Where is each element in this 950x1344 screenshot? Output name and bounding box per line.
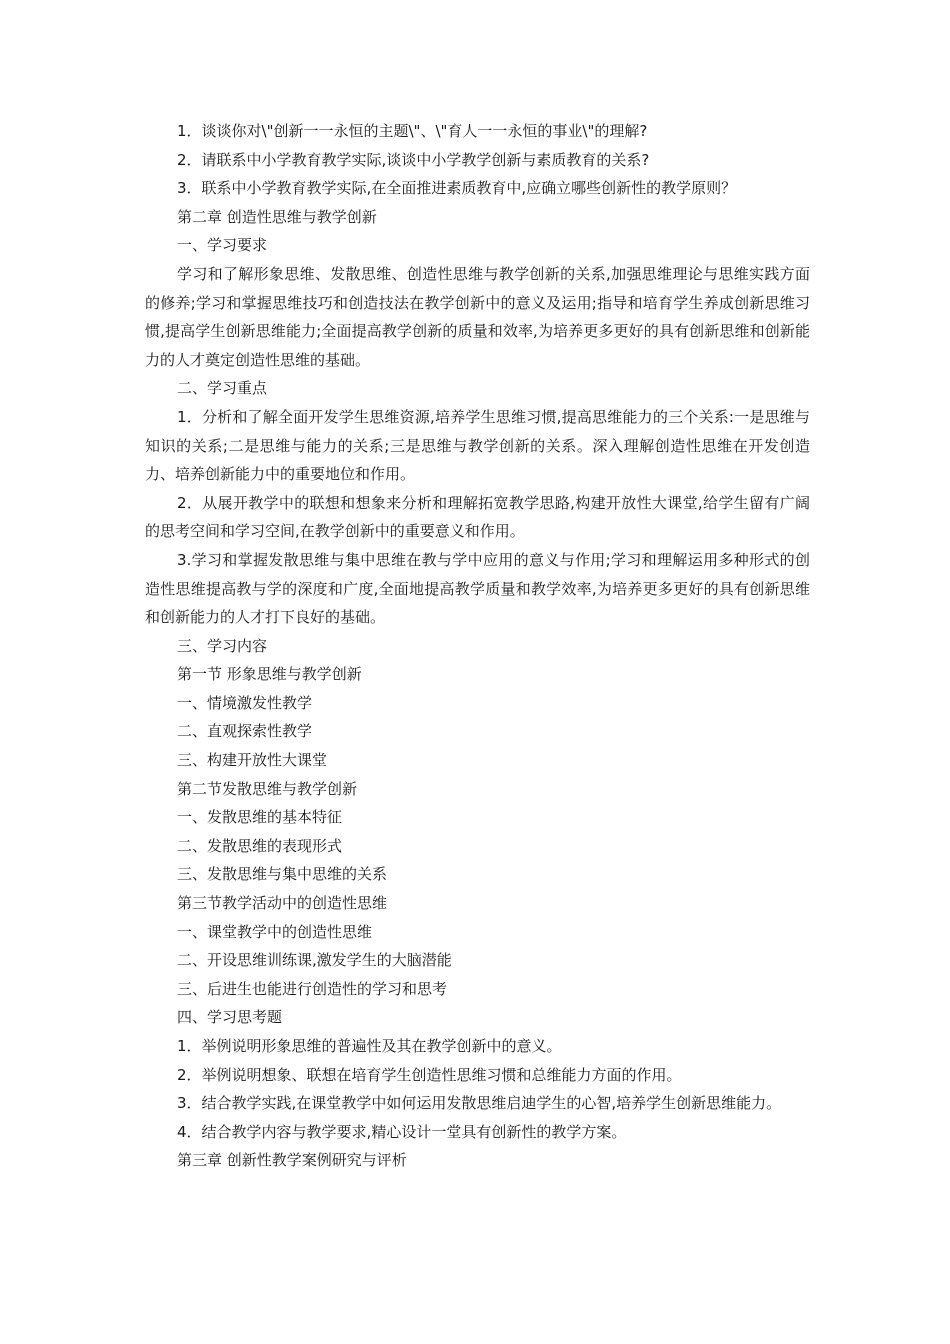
subsection-2-item-1: 一、发散思维的基本特征 bbox=[177, 808, 343, 827]
section-learning-requirements: 一、学习要求 bbox=[177, 236, 268, 255]
subsection-3-item-2: 二、开设思维训练课,激发学生的大脑潜能 bbox=[177, 951, 452, 970]
subsection-1-item-3: 三、构建开放性大课堂 bbox=[177, 751, 328, 770]
subsection-1-item-2: 二、直观探索性教学 bbox=[177, 722, 313, 741]
study-question-2: 2．举例说明想象、联想在培育学生创造性思维习惯和总维能力方面的作用。 bbox=[177, 1065, 682, 1084]
subsection-2-heading: 第二节发散思维与教学创新 bbox=[177, 779, 358, 798]
subsection-2-item-3: 三、发散思维与集中思维的关系 bbox=[177, 865, 388, 884]
section-learning-focus: 二、学习重点 bbox=[177, 379, 268, 398]
subsection-2-item-2: 二、发散思维的表现形式 bbox=[177, 836, 343, 855]
learning-requirements-paragraph: 学习和了解形象思维、发散思维、创造性思维与教学创新的关系,加强思维理论与思维实践方面的修养;学习和掌握思维技巧和创造技法在教学创新中的意义及运用;指导和培育学生养成创新思维习惯,提高学生创新思维能力;全面提高教学创新的质量和效率,为培养更多更好的具有创新思维和创新能力的人才奠定创造性思维的基础。 bbox=[145, 264, 810, 369]
subsection-1-item-1: 一、情境激发性教学 bbox=[177, 693, 313, 712]
question-1: 1．谈谈你对\"创新一一永恒的主题\"、\"育人一一永恒的事业\"的理解? bbox=[177, 122, 648, 140]
question-2: 2．请联系中小学教育教学实际,谈谈中小学教学创新与素质教育的关系? bbox=[177, 150, 650, 169]
subsection-3-item-3: 三、后进生也能进行创造性的学习和思考 bbox=[177, 979, 448, 998]
section-study-questions: 四、学习思考题 bbox=[177, 1008, 283, 1027]
subsection-3-item-1: 一、课堂教学中的创造性思维 bbox=[177, 922, 373, 941]
focus-item-2: 2．从展开教学中的联想和想象来分析和理解拓宽教学思路,构建开放性大课堂,给学生留有广阔的思考空间和学习空间,在教学创新中的重要意义和作用。 bbox=[145, 493, 810, 541]
question-3: 3．联系中小学教育教学实际,在全面推进素质教育中,应确立哪些创新性的教学原则？ bbox=[177, 179, 737, 198]
document-body bbox=[145, 117, 810, 1175]
chapter-2-heading: 第二章 创造性思维与教学创新 bbox=[177, 207, 377, 226]
focus-item-3: 3.学习和掌握发散思维与集中思维在教与学中应用的意义与作用;学习和理解运用多种形式的创造性思维提高教与学的深度和广度,全面地提高教学质量和教学效率,为培养更多更好的具有创新思维和创新能力的人才打下良好的基础。 bbox=[145, 550, 810, 627]
study-question-1: 1．举例说明形象思维的普遍性及其在教学创新中的意义。 bbox=[177, 1037, 562, 1055]
study-question-3: 3．结合教学实践,在课堂教学中如何运用发散思维启迪学生的心智,培养学生创新思维能力。 bbox=[177, 1094, 782, 1113]
focus-item-1: 1．分析和了解全面开发学生思维资源,培养学生思维习惯,提高思维能力的三个关系:一是思维与知识的关系;二是思维与能力的关系;三是思维与教学创新的关系。深入理解创造性思维在开发创造力、培养创新能力中的重要地位和作用。 bbox=[145, 407, 810, 484]
subsection-1-heading: 第一节 形象思维与教学创新 bbox=[177, 665, 362, 684]
study-question-4: 4．结合教学内容与教学要求,精心设计一堂具有创新性的教学方案。 bbox=[177, 1122, 627, 1141]
section-learning-content: 三、学习内容 bbox=[177, 636, 268, 655]
subsection-3-heading: 第三节教学活动中的创造性思维 bbox=[177, 894, 388, 913]
chapter-3-heading: 第三章 创新性教学案例研究与评析 bbox=[177, 1151, 407, 1170]
